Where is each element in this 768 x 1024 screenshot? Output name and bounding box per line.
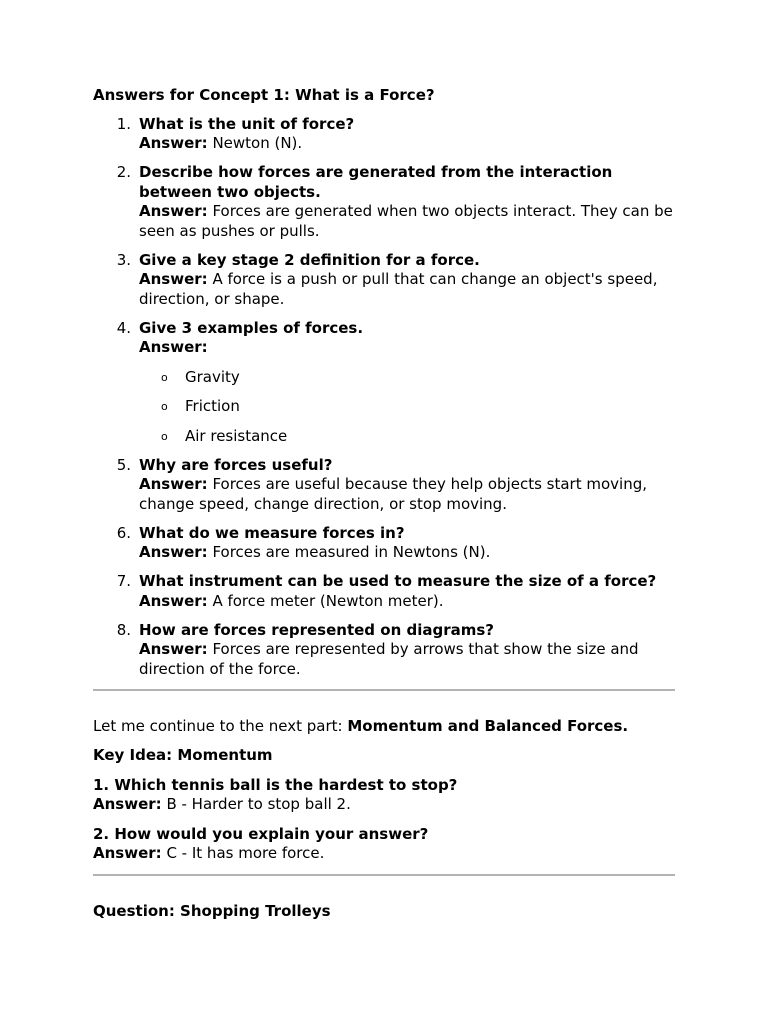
answer-label: Answer: — [139, 338, 208, 356]
document-body — [93, 86, 675, 921]
circle-bullet-icon: o — [161, 400, 168, 413]
list-item-text: Air resistance — [185, 426, 288, 445]
question-number: 7. — [116, 572, 131, 590]
answer-label: Answer: — [93, 844, 162, 862]
answer-label: Answer: — [139, 543, 208, 561]
question-text: Why are forces useful? — [139, 455, 333, 474]
question-number: 2. — [116, 163, 131, 181]
key-idea-heading: Key Idea: Momentum — [93, 746, 273, 764]
answer-text: B - Harder to stop ball 2. — [166, 795, 351, 813]
answer-label: Answer: — [139, 202, 208, 220]
question-text: 2. How would you explain your answer? — [93, 824, 429, 843]
question-number: 6. — [116, 523, 131, 542]
shopping-trolleys-heading: Question: Shopping Trolleys — [93, 901, 331, 920]
concept-question-list — [93, 115, 675, 680]
answer-block — [139, 134, 675, 154]
answer-block — [139, 640, 675, 679]
question-text: Give 3 examples of forces. — [139, 318, 364, 337]
answer-block — [139, 543, 675, 563]
question-number: 3. — [116, 250, 131, 269]
answer-block — [139, 202, 675, 241]
answer-label: Answer: — [139, 134, 208, 152]
list-item-text: Friction — [185, 397, 240, 415]
concept-heading: Answers for Concept 1: What is a Force? — [93, 86, 435, 104]
question-text: How are forces represented on diagrams? — [139, 620, 494, 639]
question-text: What instrument can be used to measure the size of a force? — [139, 572, 657, 590]
answer-text: Forces are represented by arrows that show the size and direction of the force. — [139, 640, 639, 678]
answer-text: C - It has more force. — [166, 844, 325, 862]
question-number: 8. — [116, 620, 131, 639]
question-text: 1. Which tennis ball is the hardest to stop? — [93, 775, 458, 794]
answer-text: A force is a push or pull that can change an object's speed, direction, or shape. — [139, 270, 658, 308]
next-part-title: Momentum and Balanced Forces. — [347, 716, 629, 735]
circle-bullet-icon: o — [161, 370, 168, 384]
question-text: Give a key stage 2 definition for a force. — [139, 250, 480, 269]
question-text: Describe how forces are generated from the interaction between two objects. — [139, 163, 613, 201]
section-divider — [93, 874, 675, 876]
question-text: What is the unit of force? — [139, 114, 355, 133]
answer-label: Answer: — [139, 591, 208, 610]
section-divider — [93, 689, 675, 691]
answer-text: Forces are useful because they help objects start moving, change speed, change direction, or stop moving. — [139, 475, 648, 513]
list-item — [139, 368, 675, 388]
question-item — [93, 456, 675, 515]
question-item — [93, 319, 675, 447]
answer-text: Forces are generated when two objects interact. They can be seen as pushes or pulls. — [139, 202, 673, 240]
answer-block — [139, 338, 675, 358]
answer-text: Newton (N). — [212, 134, 303, 152]
question-item — [93, 572, 675, 611]
answer-text: A force meter (Newton meter). — [212, 591, 444, 610]
question-number: 5. — [116, 455, 131, 474]
question-item — [93, 621, 675, 680]
list-item-text: Gravity — [185, 367, 240, 386]
question-number: 4. — [116, 318, 131, 337]
answer-block — [139, 270, 675, 309]
question-item — [93, 163, 675, 241]
question-item — [93, 115, 675, 154]
answer-label: Answer: — [139, 475, 208, 493]
question-item — [93, 524, 675, 563]
continue-line — [93, 717, 675, 737]
continue-text: Let me continue to the next part: — [93, 716, 348, 735]
question-number: 1. — [116, 114, 131, 133]
answer-block — [139, 475, 675, 514]
answer-text: Forces are measured in Newtons (N). — [212, 543, 491, 561]
answer-label: Answer: — [139, 640, 208, 658]
force-examples-list — [139, 368, 675, 447]
momentum-question — [93, 776, 675, 815]
circle-bullet-icon: o — [161, 429, 168, 443]
answer-block — [139, 592, 675, 612]
momentum-question — [93, 825, 675, 864]
question-item — [93, 251, 675, 310]
answer-label: Answer: — [139, 270, 208, 288]
list-item — [139, 397, 675, 417]
question-text: What do we measure forces in? — [139, 523, 405, 542]
answer-label: Answer: — [93, 795, 162, 813]
list-item — [139, 427, 675, 447]
